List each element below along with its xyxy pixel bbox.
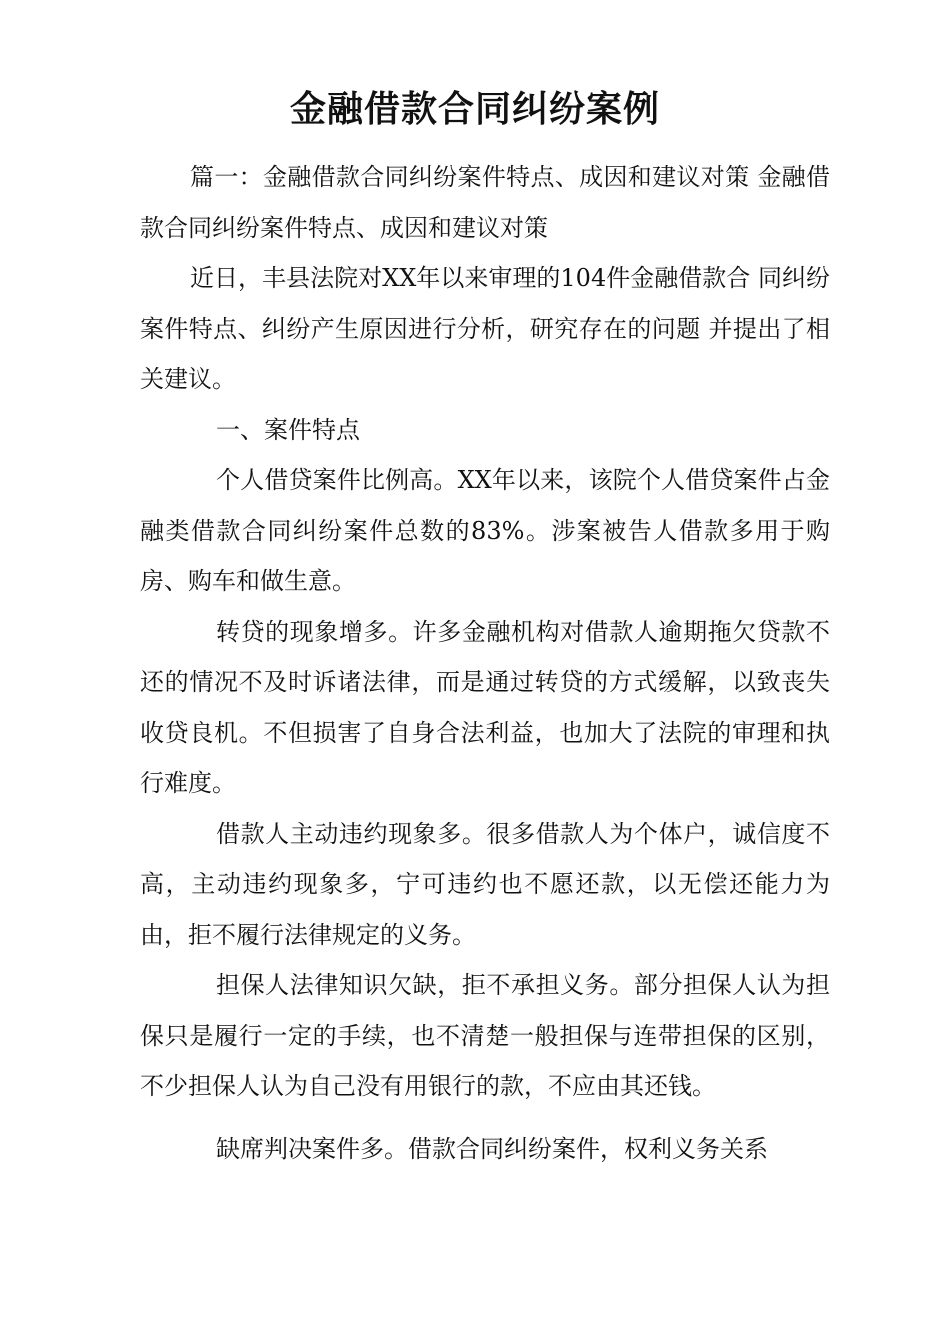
paragraph-borrower-default: 借款人主动违约现象多。很多借款人为个体户，诚信度不高，主动违约现象多，宁可违约也不愿还款，以无偿还能力为由，拒不履行法律规定的义务。 xyxy=(140,819,830,949)
paragraph-section-heading: 篇一：金融借款合同纠纷案件特点、成因和建议对策 金融借款合同纠纷案件特点、成因和建议对策 xyxy=(140,163,830,242)
paragraph-intro: 近日，丰县法院对XX年以来审理的104件金融借款合 同纠纷案件特点、纠纷产生原因进行分析，研究存在的问题 并提出了相关建议。 xyxy=(140,264,830,393)
paragraph-guarantor: 担保人法律知识欠缺，拒不承担义务。部分担保人认为担保只是履行一定的手续，也不清楚一般担保与连带担保的区别，不少担保人认为自己没有用银行的款，不应由其还钱。 xyxy=(140,971,830,1100)
document-body xyxy=(140,152,830,1174)
document-title: 金融借款合同纠纷案例 xyxy=(289,89,660,130)
paragraph-default-judgment: 缺席判决案件多。借款合同纠纷案件，权利义务关系 xyxy=(216,1134,768,1163)
paragraph-case-features-heading: 一、案件特点 xyxy=(216,415,360,444)
paragraph-personal-loans: 个人借贷案件比例高。XX年以来，该院个人借贷案件占金融类借款合同纠纷案件总数的83%。涉案被告人借款多用于购房、购车和做生意。 xyxy=(140,466,830,595)
paragraph-reloan: 转贷的现象增多。许多金融机构对借款人逾期拖欠贷款不还的情况不及时诉诸法律，而是通过转贷的方式缓解，以致丧失收贷良机。不但损害了自身合法利益，也加大了法院的审理和执行难度。 xyxy=(140,617,830,797)
paragraph-spacer xyxy=(140,1112,830,1124)
